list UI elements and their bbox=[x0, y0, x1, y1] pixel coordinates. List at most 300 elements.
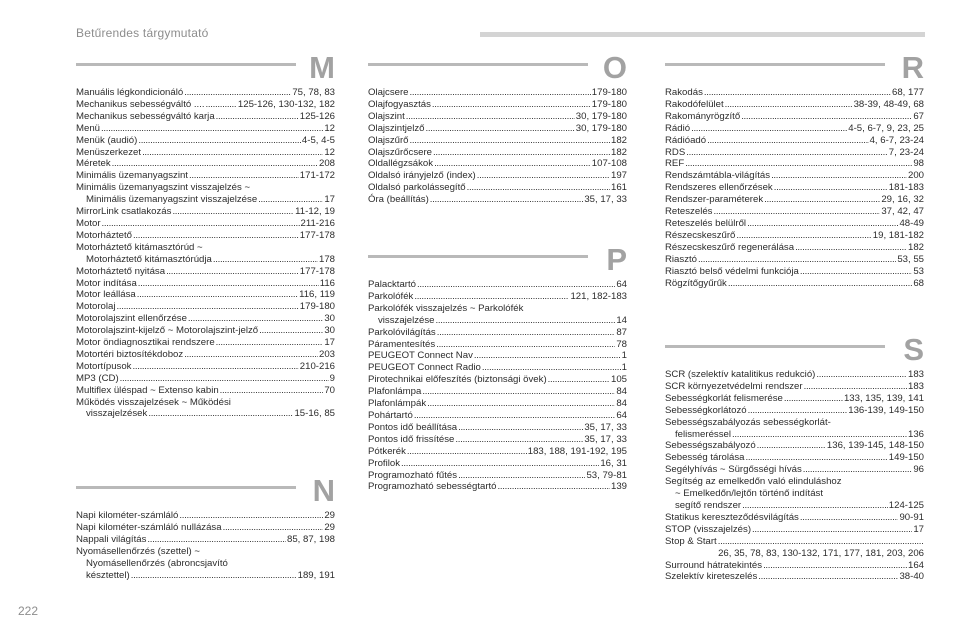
index-entry bbox=[368, 194, 627, 206]
entry-pages: 125-126, 130-132, 182 bbox=[237, 98, 335, 110]
entry-term: PEUGEOT Connect Radio bbox=[368, 362, 481, 374]
page-header-title: Betűrendes tárgymutató bbox=[76, 26, 209, 40]
entry-pages: 48-49 bbox=[899, 217, 924, 229]
entry-pages: 149-150 bbox=[888, 452, 924, 464]
entry-pages: 203 bbox=[318, 348, 335, 360]
index-entry bbox=[368, 315, 627, 327]
index-entry bbox=[368, 398, 627, 410]
dot-leader bbox=[414, 291, 569, 303]
entry-pages: 70 bbox=[324, 384, 335, 396]
index-entry bbox=[76, 313, 335, 325]
entry-pages: 19, 181-182 bbox=[872, 229, 924, 241]
dot-leader bbox=[458, 470, 585, 482]
entry-term: Rendszeres ellenőrzések bbox=[665, 182, 773, 194]
entry-pages: 1 bbox=[621, 362, 627, 374]
index-entry bbox=[76, 194, 335, 206]
index-entry bbox=[665, 536, 924, 548]
entry-pages: 84 bbox=[616, 386, 627, 398]
index-entry bbox=[665, 87, 924, 99]
entry-pages: 38-40 bbox=[899, 571, 924, 583]
entry-pages: 177-178 bbox=[299, 229, 335, 241]
entry-pages: 197 bbox=[610, 170, 627, 182]
index-entry bbox=[76, 87, 335, 99]
entry-term: MP3 (CD) bbox=[76, 372, 119, 384]
index-entry-heading: ~ Emelkedőn/lejtőn történő indítást bbox=[675, 488, 823, 500]
dot-leader bbox=[764, 194, 880, 206]
entry-term: Mechanikus sebességváltó .... bbox=[76, 98, 205, 110]
entry-term: REF bbox=[665, 158, 685, 170]
section-header-r bbox=[665, 50, 924, 85]
dot-leader bbox=[800, 512, 899, 524]
entry-pages: 17 bbox=[324, 337, 335, 349]
entry-term: Sebességkorlátozó bbox=[665, 404, 747, 416]
dot-leader bbox=[132, 361, 298, 373]
dot-leader bbox=[147, 534, 286, 546]
section-letter: M bbox=[309, 50, 335, 85]
index-entry bbox=[368, 446, 627, 458]
entry-term: Részecskeszűrő regenerálása bbox=[665, 241, 795, 253]
index-entry bbox=[665, 452, 924, 464]
index-entry bbox=[76, 361, 335, 373]
entry-term: Motorolajszint ellenőrzése bbox=[76, 313, 187, 325]
index-entry bbox=[368, 458, 627, 470]
entry-term: visszajelzése bbox=[378, 314, 435, 326]
dot-leader bbox=[707, 135, 869, 147]
index-entry bbox=[665, 464, 924, 476]
section-header-p bbox=[368, 242, 627, 277]
entry-term: Motorháztető kitámasztórúdja bbox=[86, 253, 212, 265]
dot-leader bbox=[422, 386, 615, 398]
index-entry bbox=[368, 279, 627, 291]
index-entry bbox=[368, 386, 627, 398]
dot-leader bbox=[691, 123, 847, 135]
entry-pages: 64 bbox=[616, 409, 627, 421]
entry-pages: 182 bbox=[907, 241, 924, 253]
dot-leader bbox=[102, 218, 300, 230]
index-entry bbox=[665, 135, 924, 147]
entry-pages: 75, 78, 83 bbox=[292, 87, 335, 98]
entry-term: visszajelzések bbox=[86, 408, 148, 420]
index-entry bbox=[76, 570, 335, 582]
entry-pages: 179-180 bbox=[299, 301, 335, 313]
entry-term: Motor indítása bbox=[76, 277, 137, 289]
entry-pages: 30 bbox=[324, 325, 335, 337]
entry-pages: 161 bbox=[610, 182, 627, 194]
dot-leader bbox=[172, 206, 294, 218]
entry-term: Méretek bbox=[76, 158, 111, 170]
header-divider-bar bbox=[480, 32, 925, 37]
section-letter: S bbox=[903, 332, 924, 367]
entry-pages: 105 bbox=[610, 374, 627, 386]
entry-pages: 30, 179-180 bbox=[575, 110, 627, 122]
dot-leader bbox=[417, 279, 615, 291]
entry-term: Segélyhívás ~ Sürgősségi hívás bbox=[665, 464, 802, 476]
entry-pages: 116, 119 bbox=[299, 289, 335, 301]
dot-leader bbox=[406, 111, 575, 123]
dot-leader bbox=[686, 147, 888, 159]
entry-term: Rádióadó bbox=[665, 134, 707, 146]
index-entry bbox=[76, 123, 335, 135]
entry-pages: 11-12, 19 bbox=[295, 206, 335, 218]
page-number: 222 bbox=[18, 604, 39, 618]
entry-term: Rögzítőgyűrűk bbox=[665, 277, 727, 289]
dot-leader bbox=[713, 206, 880, 218]
entry-pages: 35, 17, 33 bbox=[584, 194, 627, 206]
dot-leader bbox=[184, 349, 318, 361]
entry-term: Oldallégzsákok bbox=[368, 158, 434, 170]
entry-term: Motorolajszint-kijelző ~ Motorolajszint-jelző bbox=[76, 325, 259, 337]
entry-term: Reteszelés bbox=[665, 206, 713, 218]
index-entry-heading: Nyomásellenőrzés (szettel) ~ bbox=[76, 545, 200, 557]
entry-term: felismeréssel bbox=[675, 428, 731, 440]
dot-leader bbox=[728, 278, 912, 290]
dot-leader bbox=[101, 123, 323, 135]
entry-term: Olajszintjelző bbox=[368, 122, 425, 134]
index-entry bbox=[368, 434, 627, 446]
dot-leader bbox=[179, 510, 323, 522]
entry-pages: 124-125 bbox=[888, 499, 924, 511]
dot-leader bbox=[736, 230, 871, 242]
index-entry bbox=[665, 278, 924, 290]
dot-leader bbox=[748, 405, 848, 417]
index-entry bbox=[665, 194, 924, 206]
entry-pages: 210-216 bbox=[299, 360, 335, 372]
dot-leader bbox=[816, 369, 907, 381]
index-entry bbox=[665, 99, 924, 111]
entry-pages: 68 bbox=[913, 277, 924, 289]
index-entry bbox=[665, 548, 924, 560]
dot-leader bbox=[747, 218, 898, 230]
index-entry-list bbox=[665, 369, 924, 583]
entry-pages: 107-108 bbox=[591, 158, 627, 170]
entry-term: Plafonlámpa bbox=[368, 386, 422, 398]
dot-leader bbox=[433, 147, 610, 159]
dot-leader bbox=[795, 242, 907, 254]
entry-term: Rakodófelület bbox=[665, 98, 724, 110]
dot-leader bbox=[120, 373, 329, 385]
index-entry bbox=[665, 429, 924, 441]
entry-pages: 183 bbox=[907, 369, 924, 380]
dot-leader bbox=[704, 87, 891, 99]
entry-term: SCR környezetvédelmi rendszer bbox=[665, 380, 803, 392]
entry-pages: 7, 23-24 bbox=[888, 146, 924, 158]
entry-term: Páramentesítés bbox=[368, 338, 436, 350]
index-entry bbox=[368, 170, 627, 182]
section-letter: R bbox=[901, 50, 924, 85]
entry-pages: 12 bbox=[324, 122, 335, 134]
index-entry bbox=[368, 111, 627, 123]
entry-term: Mechanikus sebességváltó karja bbox=[76, 110, 215, 122]
dot-leader bbox=[216, 111, 299, 123]
entry-term: Menüszerkezet bbox=[76, 146, 142, 158]
dot-leader bbox=[410, 135, 610, 147]
dot-leader bbox=[166, 266, 299, 278]
index-entry bbox=[665, 230, 924, 242]
entry-pages: 136 bbox=[907, 428, 924, 440]
index-entry bbox=[368, 147, 627, 159]
section-header-o bbox=[368, 50, 627, 85]
dot-leader bbox=[223, 522, 324, 534]
entry-pages: 1 bbox=[621, 350, 627, 362]
entry-pages: 29 bbox=[324, 521, 335, 533]
entry-term: SCR (szelektív katalitikus redukció) bbox=[665, 369, 816, 380]
index-entry bbox=[665, 111, 924, 123]
entry-term: Olajcsere bbox=[368, 87, 409, 98]
dot-leader bbox=[800, 266, 912, 278]
entry-term: Riasztó belső védelmi funkciója bbox=[665, 265, 799, 277]
entry-pages: 64 bbox=[616, 279, 627, 290]
entry-term: Nappali világítás bbox=[76, 533, 147, 545]
entry-term: Stop & Start bbox=[665, 535, 717, 547]
entry-term: Pirotechnikai előfeszítés (biztonsági övek) bbox=[368, 374, 547, 386]
index-entry bbox=[76, 385, 335, 397]
index-entry-list bbox=[368, 279, 627, 493]
entry-term: Rádió bbox=[665, 122, 691, 134]
dot-leader bbox=[142, 147, 323, 159]
entry-pages: 116 bbox=[319, 277, 335, 289]
entry-term: Statikus kereszteződésvilágítás bbox=[665, 511, 799, 523]
index-entry bbox=[76, 301, 335, 313]
entry-pages: 133, 135, 139, 141 bbox=[843, 392, 924, 404]
dot-leader bbox=[206, 99, 237, 111]
dot-leader bbox=[474, 350, 621, 362]
dot-leader bbox=[188, 313, 323, 325]
index-entry bbox=[76, 206, 335, 218]
entry-pages: 26, 35, 78, 83, 130-132, 171, 177, 181, 203, 206 bbox=[718, 547, 924, 559]
section-divider bbox=[76, 486, 296, 489]
dot-leader bbox=[184, 87, 291, 99]
index-entry-heading: Segítség az emelkedőn való elinduláshoz bbox=[665, 476, 842, 488]
section-divider bbox=[368, 63, 588, 66]
dot-leader bbox=[414, 410, 616, 422]
entry-term: Pótkerék bbox=[368, 445, 406, 457]
section-divider bbox=[76, 63, 296, 66]
dot-leader bbox=[432, 99, 591, 111]
dot-leader bbox=[732, 429, 907, 441]
section-divider bbox=[665, 63, 885, 66]
entry-pages: 136, 139-145, 148-150 bbox=[826, 440, 924, 452]
dot-leader bbox=[436, 315, 616, 327]
entry-pages: 177-178 bbox=[299, 265, 335, 277]
index-section-o bbox=[368, 50, 627, 206]
index-entry bbox=[665, 242, 924, 254]
entry-pages: 183, 188, 191-192, 195 bbox=[527, 445, 627, 457]
index-entry bbox=[368, 422, 627, 434]
entry-term: Motorolaj bbox=[76, 301, 116, 313]
entry-term: Óra (beállítás) bbox=[368, 194, 429, 206]
dot-leader bbox=[771, 170, 907, 182]
entry-pages: 189, 191 bbox=[297, 569, 335, 581]
entry-term: Programozható sebességtartó bbox=[368, 481, 497, 493]
entry-term: MirrorLink csatlakozás bbox=[76, 206, 172, 218]
entry-pages: 12 bbox=[324, 146, 335, 158]
index-entry bbox=[665, 405, 924, 417]
entry-term: Minimális üzemanyagszint bbox=[76, 170, 188, 182]
index-entry bbox=[76, 254, 335, 266]
index-entry bbox=[665, 393, 924, 405]
entry-term: Menü bbox=[76, 122, 100, 134]
index-entry bbox=[76, 111, 335, 123]
entry-pages: 15-16, 85 bbox=[294, 408, 335, 420]
index-entry bbox=[76, 170, 335, 182]
dot-leader bbox=[698, 254, 896, 266]
index-entry bbox=[368, 327, 627, 339]
dot-leader bbox=[213, 254, 318, 266]
index-entry-heading: Parkolófék visszajelzés ~ Parkolófék bbox=[368, 302, 524, 314]
index-entry bbox=[368, 362, 627, 374]
entry-term: Olajszűrőcsere bbox=[368, 146, 432, 158]
index-entry bbox=[76, 230, 335, 242]
entry-pages: 84 bbox=[616, 398, 627, 410]
entry-term: Minimális üzemanyagszint visszajelzése bbox=[86, 194, 258, 206]
entry-term: Motorháztető bbox=[76, 229, 132, 241]
entry-term: Motortípusok bbox=[76, 360, 132, 372]
entry-term: RDS bbox=[665, 146, 686, 158]
index-entry bbox=[76, 135, 335, 147]
index-entry bbox=[665, 440, 924, 452]
index-entry bbox=[76, 510, 335, 522]
entry-term: Oldalsó parkolássegítő bbox=[368, 182, 466, 194]
dot-leader bbox=[148, 408, 293, 420]
dot-leader bbox=[718, 536, 923, 548]
entry-term: Oldalsó irányjelző (index) bbox=[368, 170, 476, 182]
index-entry-heading: Működés visszajelzések ~ Működési bbox=[76, 396, 231, 408]
entry-pages: 68, 177 bbox=[891, 87, 924, 98]
entry-pages: 96 bbox=[913, 464, 924, 476]
index-entry bbox=[665, 206, 924, 218]
entry-pages: 67 bbox=[913, 110, 924, 122]
dot-leader bbox=[133, 230, 299, 242]
dot-leader bbox=[548, 374, 610, 386]
dot-leader bbox=[116, 301, 298, 313]
entry-pages: 182 bbox=[610, 146, 627, 158]
dot-leader bbox=[138, 278, 319, 290]
index-entry bbox=[368, 87, 627, 99]
dot-leader bbox=[259, 325, 323, 337]
entry-term: Olajfogyasztás bbox=[368, 98, 431, 110]
index-section-m bbox=[76, 50, 335, 420]
entry-pages: 178 bbox=[318, 253, 335, 265]
index-entry bbox=[76, 218, 335, 230]
index-entry bbox=[665, 254, 924, 266]
index-entry bbox=[665, 560, 924, 572]
entry-pages: 98 bbox=[913, 158, 924, 170]
index-section-s bbox=[665, 332, 924, 583]
index-entry bbox=[368, 158, 627, 170]
entry-pages: 183 bbox=[907, 380, 924, 392]
index-entry bbox=[368, 135, 627, 147]
index-entry-list bbox=[76, 510, 335, 581]
entry-term: Plafonlámpák bbox=[368, 398, 427, 410]
index-entry bbox=[368, 481, 627, 493]
entry-pages: 125-126 bbox=[299, 110, 335, 122]
index-entry bbox=[76, 278, 335, 290]
index-entry bbox=[76, 289, 335, 301]
entry-term: segítő rendszer bbox=[675, 499, 742, 511]
index-entry bbox=[368, 291, 627, 303]
entry-term: Olajszint bbox=[368, 110, 405, 122]
entry-term: Motor bbox=[76, 217, 101, 229]
entry-term: Sebességszabályozó bbox=[665, 440, 756, 452]
dot-leader bbox=[757, 440, 826, 452]
entry-term: Multiflex üléspad ~ Extenso kabin bbox=[76, 384, 219, 396]
dot-leader bbox=[220, 385, 324, 397]
index-section-r bbox=[665, 50, 924, 289]
index-entry bbox=[76, 522, 335, 534]
entry-pages: 14 bbox=[616, 314, 627, 326]
entry-pages: 35, 17, 33 bbox=[584, 433, 627, 445]
entry-term: Pontos idő frissítése bbox=[368, 433, 455, 445]
index-entry bbox=[368, 350, 627, 362]
entry-term: Olajszűrő bbox=[368, 134, 409, 146]
index-entry bbox=[76, 373, 335, 385]
dot-leader bbox=[434, 158, 591, 170]
dot-leader bbox=[410, 87, 591, 99]
dot-leader bbox=[427, 398, 615, 410]
index-entry bbox=[665, 512, 924, 524]
entry-pages: 53, 55 bbox=[897, 253, 924, 265]
dot-leader bbox=[458, 422, 583, 434]
index-entry bbox=[76, 337, 335, 349]
index-section-n bbox=[76, 473, 335, 581]
dot-leader bbox=[774, 182, 888, 194]
dot-leader bbox=[112, 158, 318, 170]
dot-leader bbox=[131, 570, 297, 582]
dot-leader bbox=[258, 194, 323, 206]
dot-leader bbox=[189, 170, 299, 182]
entry-pages: 179-180 bbox=[591, 87, 627, 98]
entry-term: Surround hátratekintés bbox=[665, 559, 763, 571]
dot-leader bbox=[752, 524, 912, 536]
index-entry bbox=[76, 325, 335, 337]
index-entry bbox=[665, 500, 924, 512]
entry-pages: 208 bbox=[318, 158, 335, 170]
index-entry bbox=[368, 374, 627, 386]
entry-pages: 139 bbox=[610, 481, 627, 493]
index-entry-list bbox=[368, 87, 627, 206]
entry-pages: 30, 179-180 bbox=[575, 122, 627, 134]
dot-leader bbox=[138, 135, 301, 147]
index-entry bbox=[665, 381, 924, 393]
index-entry-heading: Minimális üzemanyagszint visszajelzés ~ bbox=[76, 182, 251, 194]
index-entry-heading: Nyomásellenőrzés (abroncsjavító bbox=[86, 557, 228, 569]
index-entry bbox=[368, 99, 627, 111]
entry-pages: 121, 182-183 bbox=[570, 290, 627, 302]
entry-pages: 136-139, 149-150 bbox=[848, 404, 924, 416]
index-entry bbox=[665, 170, 924, 182]
dot-leader bbox=[685, 158, 912, 170]
entry-pages: 29, 16, 32 bbox=[881, 194, 924, 206]
entry-term: Részecskeszűrő bbox=[665, 229, 736, 241]
index-entry bbox=[665, 266, 924, 278]
index-entry bbox=[665, 123, 924, 135]
entry-term: Motorháztető nyitása bbox=[76, 265, 166, 277]
entry-pages: 87 bbox=[616, 326, 627, 338]
entry-pages: 38-39, 48-49, 68 bbox=[853, 98, 924, 110]
index-entry bbox=[368, 339, 627, 351]
entry-term: Profilok bbox=[368, 457, 400, 469]
index-section-p bbox=[368, 242, 627, 493]
entry-pages: 9 bbox=[329, 372, 335, 384]
entry-pages: 164 bbox=[907, 559, 924, 571]
entry-term: Napi kilométer-számláló bbox=[76, 510, 179, 521]
dot-leader bbox=[803, 464, 913, 476]
entry-term: Programozható fűtés bbox=[368, 469, 458, 481]
index-entry bbox=[665, 147, 924, 159]
section-header-s bbox=[665, 332, 924, 367]
dot-leader bbox=[437, 327, 616, 339]
entry-term: Manuális légkondicionáló bbox=[76, 87, 184, 98]
